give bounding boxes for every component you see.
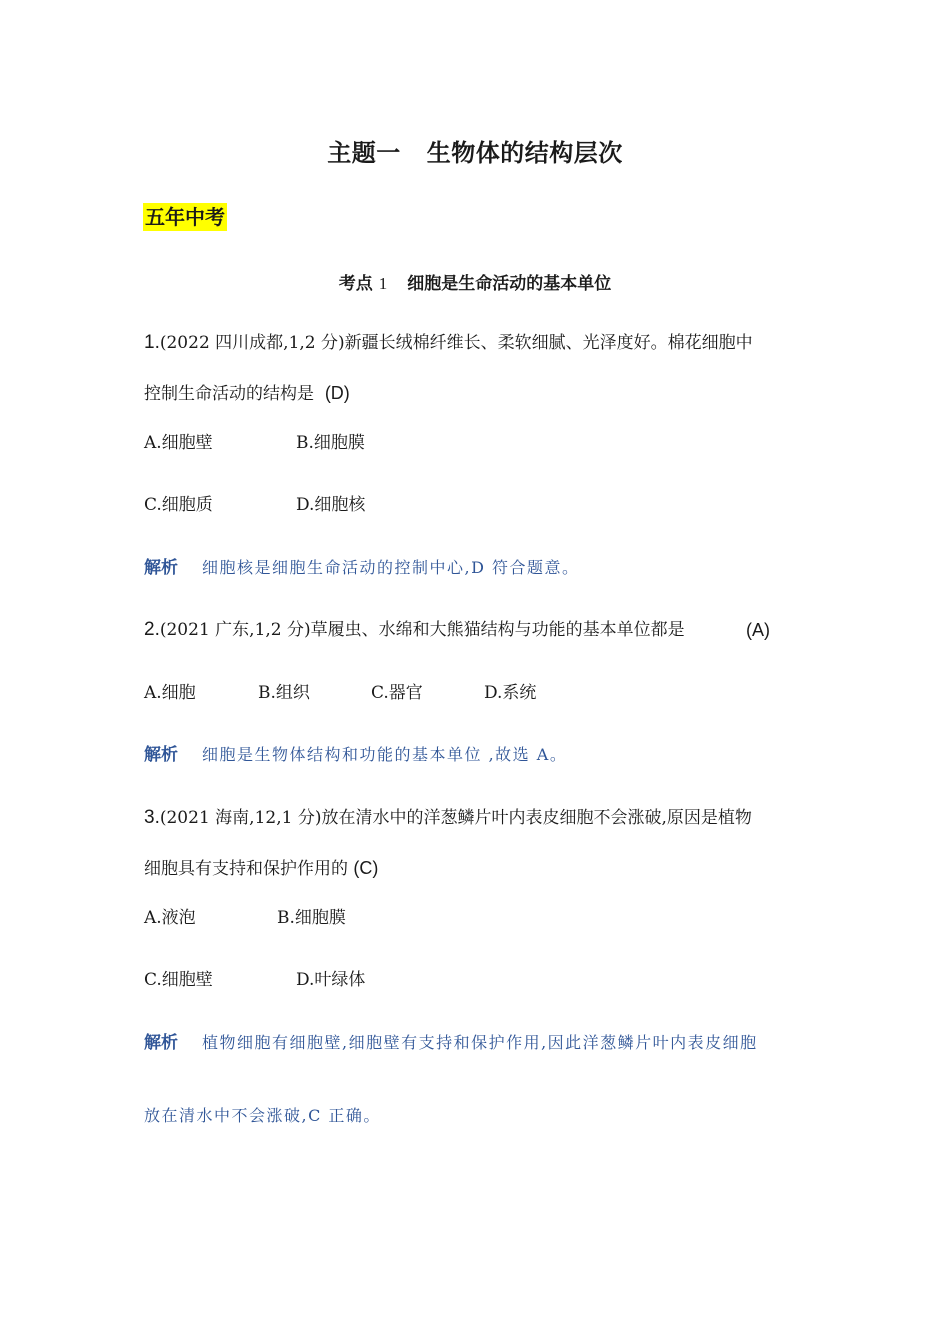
title-part2: 生物体的结构层次 — [426, 139, 623, 167]
option-b: B.细胞膜 — [277, 908, 346, 928]
option-c: C.细胞壁 — [144, 970, 213, 990]
analysis-text: 细胞是生物体结构和功能的基本单位 ,故选 A。 — [202, 745, 568, 764]
question-answer: (D) — [324, 383, 350, 403]
question-1-line1 — [144, 331, 753, 355]
option-d: D.细胞核 — [296, 495, 366, 515]
question-3-line1 — [144, 806, 752, 830]
analysis-text: 放在清水中不会涨破,C 正确。 — [144, 1106, 381, 1125]
kaodian-prefix: 考点 — [338, 274, 373, 294]
analysis-text: 植物细胞有细胞壁,细胞壁有支持和保护作用,因此洋葱鳞片叶内表皮细胞 — [202, 1033, 758, 1052]
question-stem: (2021 海南,12,1 分)放在清水中的洋葱鳞片叶内表皮细胞不会涨破,原因是植物 — [159, 808, 752, 828]
analysis-label: 解析 — [144, 1033, 178, 1053]
question-1-line2 — [144, 381, 350, 406]
option-c: C.细胞质 — [144, 495, 213, 515]
section-label: 五年中考 — [145, 205, 225, 229]
analysis-text: 细胞核是细胞生命活动的控制中心,D 符合题意。 — [202, 558, 580, 577]
kaodian-heading — [0, 269, 950, 294]
option-a: A.液泡 — [144, 908, 196, 928]
question-stem: (2022 四川成都,1,2 分)新疆长绒棉纤维长、柔软细腻、光泽度好。棉花细胞中 — [159, 333, 753, 353]
option-a: A.细胞壁 — [144, 433, 213, 453]
question-number: 1. — [144, 332, 160, 353]
option-b: B.细胞膜 — [296, 433, 365, 453]
kaodian-text: 细胞是生命活动的基本单位 — [407, 274, 612, 294]
question-answer: (A) — [746, 620, 770, 640]
question-3-line2 — [144, 856, 378, 881]
page-title — [0, 133, 950, 168]
question-number: 3. — [144, 807, 160, 828]
kaodian-number: 1 — [378, 274, 388, 293]
question-stem: (2021 广东,1,2 分)草履虫、水绵和大熊猫结构与功能的基本单位都是 — [159, 620, 685, 640]
question-2-answer — [746, 618, 770, 643]
option-d: D.系统 — [484, 683, 537, 703]
analysis-label: 解析 — [144, 745, 178, 765]
option-a: A.细胞 — [144, 683, 196, 703]
analysis-label: 解析 — [144, 558, 178, 578]
option-b: B.组织 — [258, 683, 310, 703]
question-number: 2. — [144, 619, 160, 640]
title-part1: 主题一 — [327, 139, 401, 167]
option-c: C.器官 — [371, 683, 423, 703]
option-d: D.叶绿体 — [296, 970, 366, 990]
question-2-line1 — [144, 618, 685, 642]
question-stem: 控制生命活动的结构是 — [144, 384, 314, 404]
question-stem: 细胞具有支持和保护作用的 — [144, 859, 348, 879]
question-answer: (C) — [353, 858, 379, 878]
